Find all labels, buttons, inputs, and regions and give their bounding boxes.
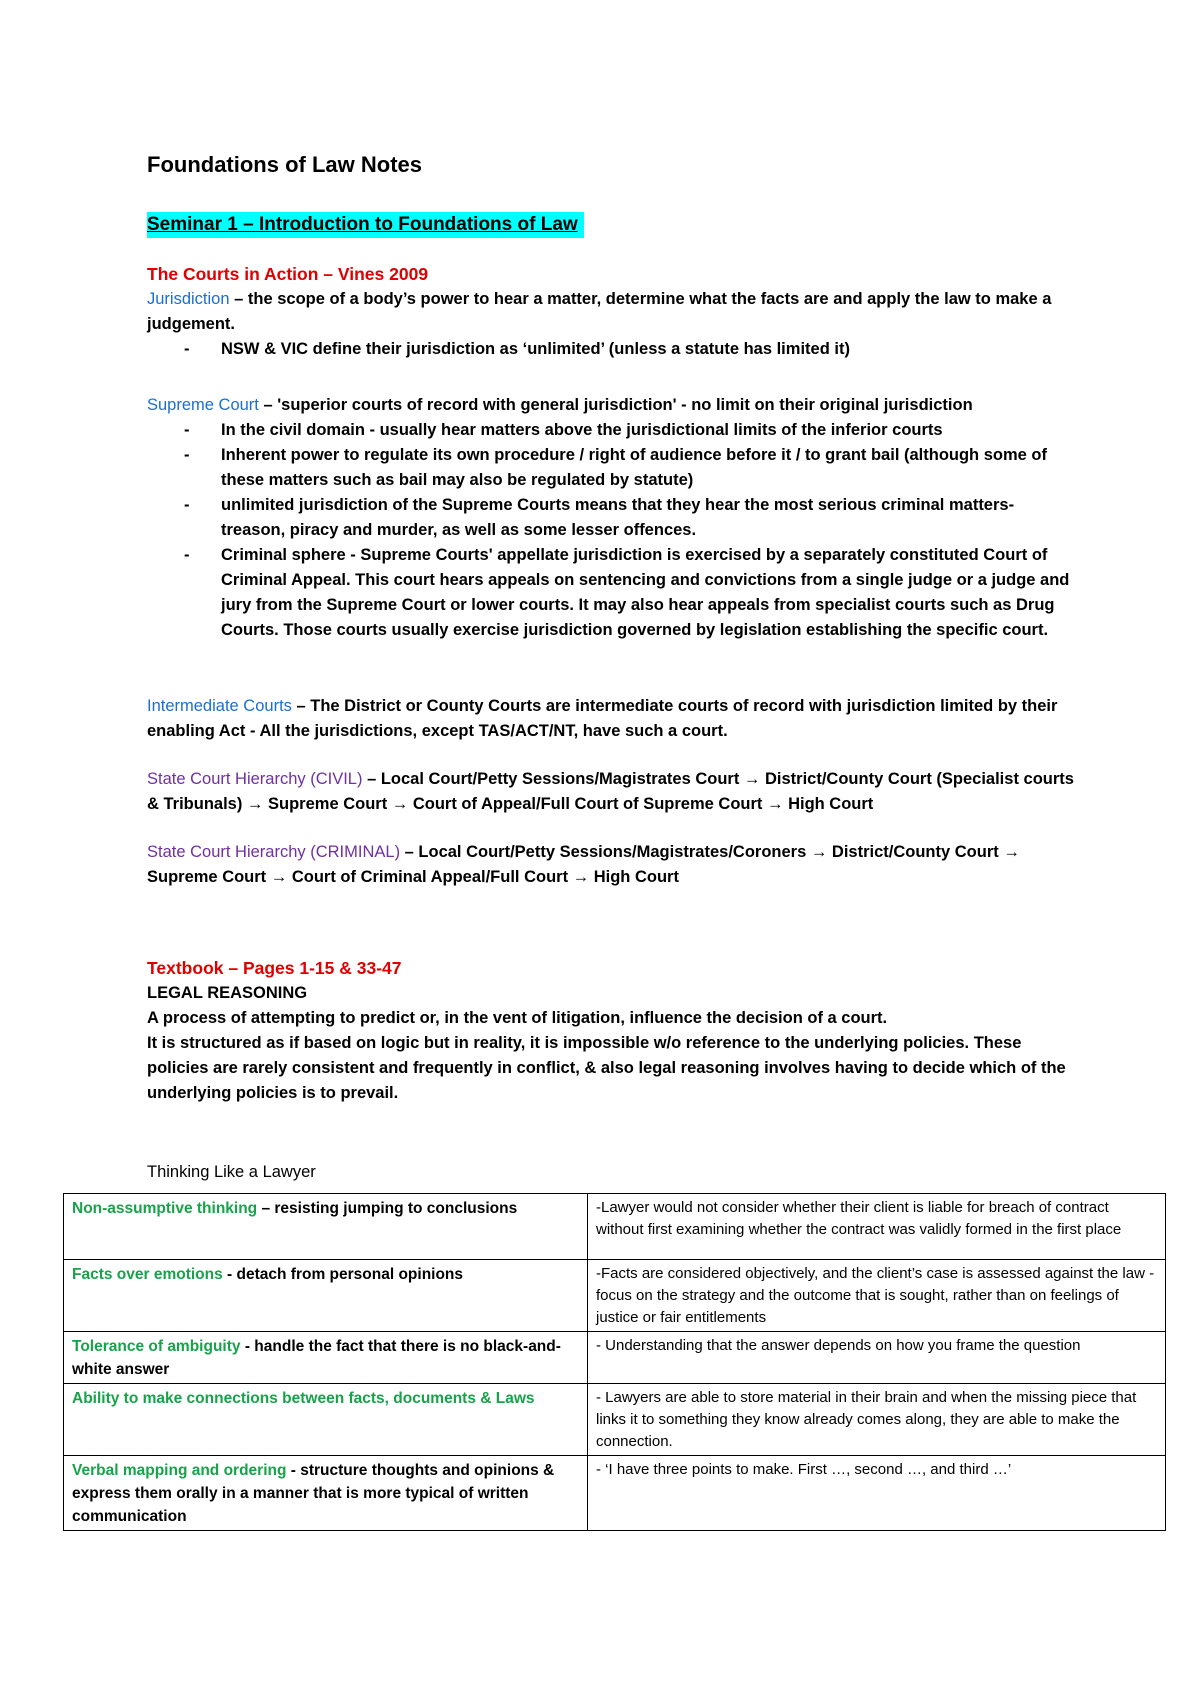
list-item: - Criminal sphere - Supreme Courts' appellate jurisdiction is exercised by a separately constituted Court of Criminal Appeal. This court hears appeals on sentencing and convictions from a single judge or a judge and jury from the Supreme Court or lower courts. It may also hear appeals from specialist courts such as Drug Courts. Those courts usually exercise jurisdiction governed by legislation establishing the specific court. xyxy=(184,543,1077,643)
skill-desc: - structure thoughts and opinions & express them orally in a manner that is more typical of written communication xyxy=(72,1462,555,1525)
skill-desc: – resisting jumping to conclusions xyxy=(257,1200,518,1217)
supreme-court-section xyxy=(147,393,1077,643)
skill-cell xyxy=(64,1260,588,1332)
table-row xyxy=(64,1260,1166,1332)
skill-cell xyxy=(64,1194,588,1260)
skill-cell xyxy=(64,1456,588,1531)
criminal-hierarchy-section xyxy=(147,840,1077,890)
supreme-court-text: – 'superior courts of record with general jurisdiction' - no limit on their original jurisdiction xyxy=(258,396,973,414)
criminal-hierarchy-text: – Local Court/Petty Sessions/Magistrates/Coroners → District/County Court → Supreme Court → Court of Criminal Appeal/Full Court → High Court xyxy=(147,843,1020,886)
supreme-court-list xyxy=(147,418,1077,643)
supreme-court-term: Supreme Court xyxy=(147,396,259,414)
intermediate-courts-term: Intermediate Courts xyxy=(147,697,292,715)
skill-term: Non-assumptive thinking xyxy=(72,1200,258,1217)
jurisdiction-term: Jurisdiction xyxy=(147,290,230,308)
list-item: - NSW & VIC define their jurisdiction as ‘unlimited’ (unless a statute has limited it) xyxy=(184,337,1077,362)
skill-note: - Understanding that the answer depends on how you frame the question xyxy=(588,1332,1166,1384)
intermediate-courts-section xyxy=(147,694,1077,744)
intermediate-courts-text: – The District or County Courts are intermediate courts of record with jurisdiction limited by their enabling Act - All the jurisdictions, except TAS/ACT/NT, have such a court. xyxy=(147,697,1058,740)
skill-term: Ability to make connections between facts, documents & Laws xyxy=(72,1390,535,1407)
jurisdiction-text: – the scope of a body’s power to hear a matter, determine what the facts are and apply the law to make a judgement. xyxy=(147,290,1052,333)
civil-hierarchy-term: State Court Hierarchy (CIVIL) xyxy=(147,770,363,788)
table-row xyxy=(64,1194,1166,1260)
seminar-heading: Seminar 1 – Introduction to Foundations of Law xyxy=(147,212,584,238)
skill-note: - ‘I have three points to make. First …, second …, and third …’ xyxy=(588,1456,1166,1531)
list-item: - unlimited jurisdiction of the Supreme Courts means that they hear the most serious criminal matters- treason, piracy and murder, as well as some lesser offences. xyxy=(184,493,1077,543)
table-row xyxy=(64,1384,1166,1456)
skill-term: Tolerance of ambiguity xyxy=(72,1338,241,1355)
skill-term: Facts over emotions xyxy=(72,1266,223,1283)
jurisdiction-list xyxy=(147,337,1077,362)
skill-note: - Lawyers are able to store material in their brain and when the missing piece that links it to something they know already comes along, they are able to make the connection. xyxy=(588,1384,1166,1456)
criminal-hierarchy-term: State Court Hierarchy (CRIMINAL) xyxy=(147,843,401,861)
skill-cell xyxy=(64,1332,588,1384)
supreme-court-definition xyxy=(147,393,1077,418)
list-item: - Inherent power to regulate its own procedure / right of audience before it / to grant bail (although some of these matters such as bail may also be regulated by statute) xyxy=(184,443,1077,493)
skill-cell xyxy=(64,1384,588,1456)
courts-in-action-heading: The Courts in Action – Vines 2009 xyxy=(147,264,429,284)
textbook-heading: Textbook – Pages 1-15 & 33-47 xyxy=(147,958,402,978)
skill-desc: - detach from personal opinions xyxy=(222,1266,464,1283)
textbook-section xyxy=(147,956,1077,1106)
skill-note: -Lawyer would not consider whether their client is liable for breach of contract without first examining whether the contract was validly formed in the first place xyxy=(588,1194,1166,1260)
table-row xyxy=(64,1332,1166,1384)
legal-reasoning-heading: LEGAL REASONING xyxy=(147,984,308,1002)
table-row xyxy=(64,1456,1166,1531)
page-title: Foundations of Law Notes xyxy=(147,152,422,177)
skill-desc: - handle the fact that there is no black-and-white answer xyxy=(72,1338,561,1378)
civil-hierarchy-text: – Local Court/Petty Sessions/Magistrates Court → District/County Court (Specialist courts & Tribunals) → Supreme Court → Court of Appeal/Full Court of Supreme Court → High Court xyxy=(147,770,1074,813)
textbook-paragraph-1: A process of attempting to predict or, in the vent of litigation, influence the decision of a court. xyxy=(147,1009,888,1027)
thinking-like-lawyer-table xyxy=(63,1193,1166,1531)
skill-term: Verbal mapping and ordering xyxy=(72,1462,287,1479)
civil-hierarchy-section xyxy=(147,767,1077,817)
skill-note: -Facts are considered objectively, and the client’s case is assessed against the law - focus on the strategy and the outcome that is sought, rather than on feelings of justice or fair entitlements xyxy=(588,1260,1166,1332)
thinking-like-lawyer-label: Thinking Like a Lawyer xyxy=(147,1163,316,1181)
jurisdiction-definition xyxy=(147,287,1077,337)
list-item: - In the civil domain - usually hear matters above the jurisdictional limits of the inferior courts xyxy=(184,418,1077,443)
courts-in-action-section xyxy=(147,262,1077,362)
textbook-paragraph-2: It is structured as if based on logic but in reality, it is impossible w/o reference to the underlying policies. These policies are rarely consistent and frequently in conflict, & also legal reasoning involves having to decide which of the underlying policies is to prevail. xyxy=(147,1034,1066,1102)
